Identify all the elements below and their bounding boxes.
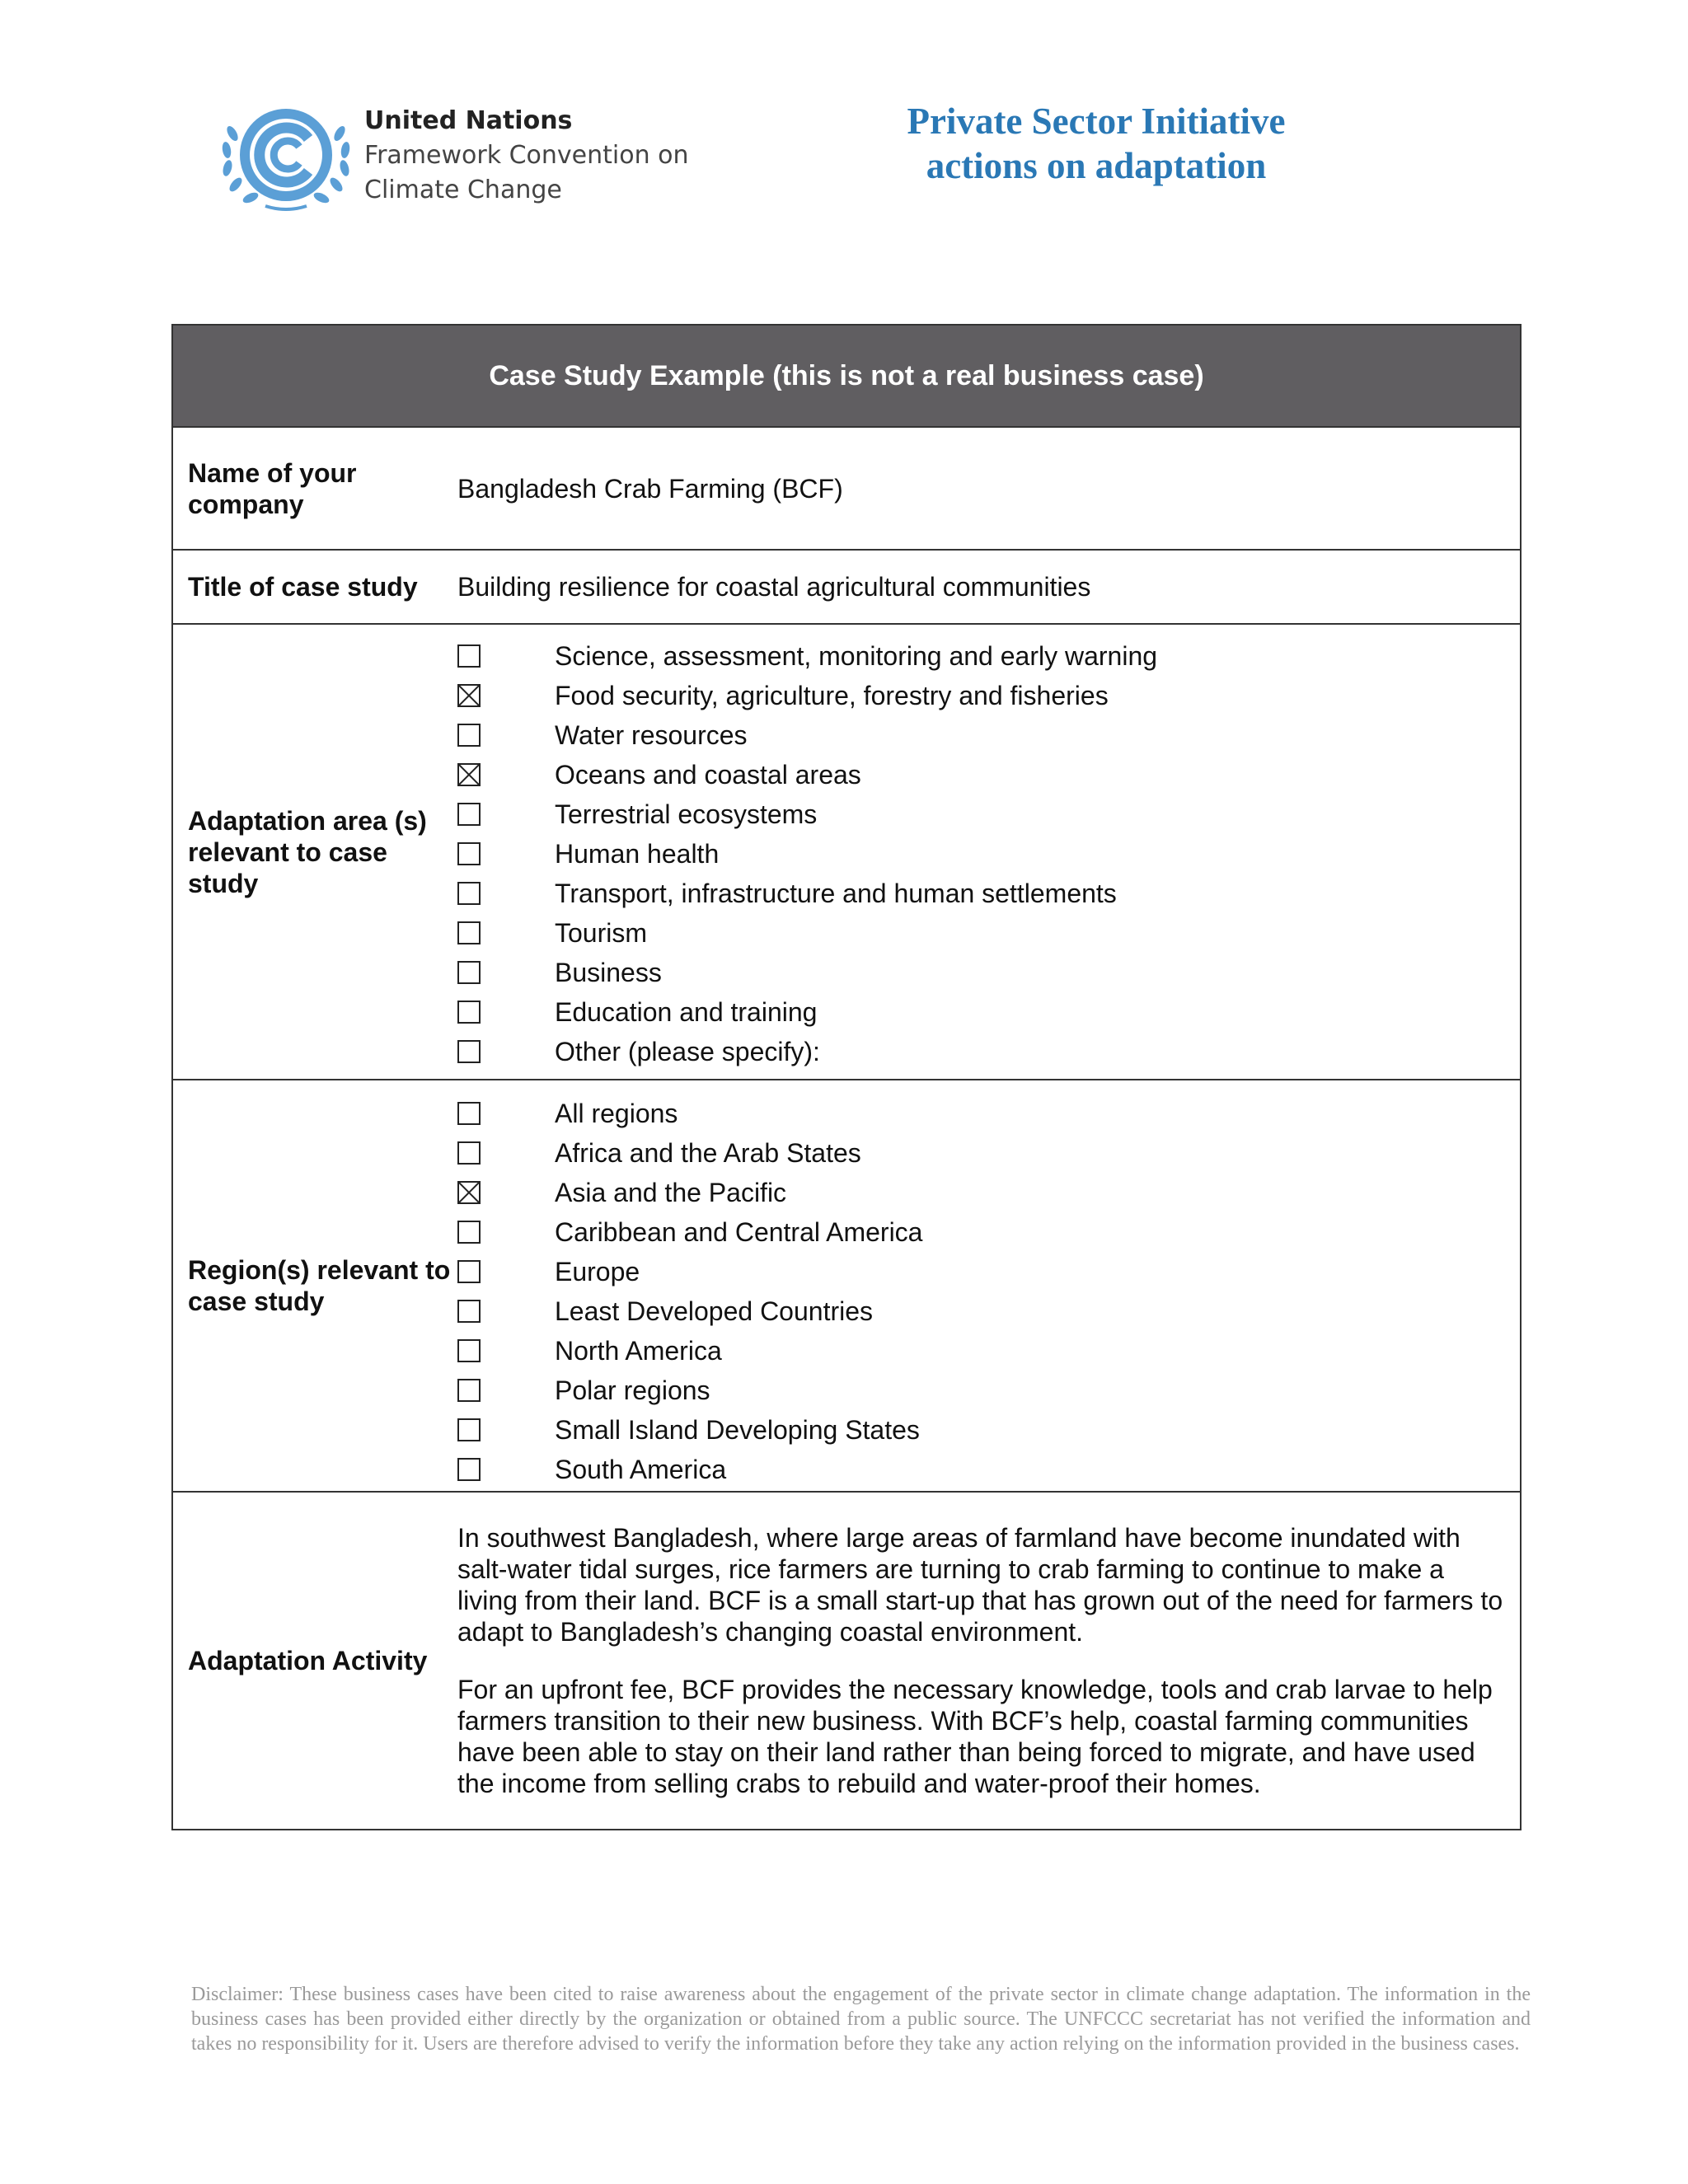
adaptation-area-checkbox[interactable] — [457, 644, 481, 668]
adaptation-area-label: Adaptation area (s) relevant to case study — [188, 805, 427, 898]
adaptation-area-row — [173, 625, 1520, 1080]
initiative-title-line1: Private Sector Initiative — [907, 101, 1286, 142]
adaptation-area-checkbox[interactable] — [457, 921, 481, 944]
region-option[interactable] — [457, 1133, 1520, 1173]
region-option[interactable] — [457, 1331, 1520, 1371]
region-checkbox[interactable] — [457, 1141, 481, 1165]
adaptation-checklist — [457, 625, 1520, 1071]
adaptation-area-option-label: Transport, infrastructure and human settlements — [555, 879, 1117, 908]
adaptation-area-option[interactable] — [457, 794, 1520, 834]
adaptation-area-option[interactable] — [457, 913, 1520, 953]
company-value: Bangladesh Crab Farming (BCF) — [457, 473, 843, 504]
activity-paragraph: In southwest Bangladesh, where large areas of farmland have become inundated with salt-water tidal surges, rice farmers are turning to crab farming to continue to make a living from their land. BCF is a small start-up that has grown out of the need for farmers to adapt to Bangladesh’s changing coastal environment. — [457, 1523, 1503, 1647]
case-study-table — [171, 324, 1522, 1830]
region-option-label: South America — [555, 1455, 727, 1484]
activity-description — [457, 1493, 1520, 1829]
adaptation-area-option[interactable] — [457, 755, 1520, 794]
region-checkbox[interactable] — [457, 1339, 481, 1362]
adaptation-area-checkbox[interactable] — [457, 803, 481, 826]
adaptation-area-checkbox[interactable] — [457, 763, 481, 786]
table-heading: Case Study Example (this is not a real business case) — [173, 326, 1520, 428]
region-option-label: Small Island Developing States — [555, 1415, 920, 1445]
region-option[interactable] — [457, 1371, 1520, 1410]
region-checkbox[interactable] — [457, 1102, 481, 1125]
region-option-label: Africa and the Arab States — [555, 1138, 861, 1168]
region-option-label: Polar regions — [555, 1376, 710, 1405]
adaptation-area-option-label: Food security, agriculture, forestry and fisheries — [555, 681, 1109, 710]
region-option-label: Europe — [555, 1257, 640, 1286]
adaptation-area-option-label: Oceans and coastal areas — [555, 760, 861, 790]
region-option[interactable] — [457, 1212, 1520, 1252]
region-checkbox[interactable] — [457, 1300, 481, 1323]
region-option[interactable] — [457, 1252, 1520, 1291]
title-label: Title of case study — [188, 572, 418, 602]
region-label: Region(s) relevant to case study — [188, 1255, 451, 1316]
adaptation-area-option-label: Tourism — [555, 918, 648, 948]
adaptation-area-option-label: Other (please specify): — [555, 1037, 820, 1066]
region-checkbox[interactable] — [457, 1418, 481, 1441]
region-checkbox[interactable] — [457, 1221, 481, 1244]
adaptation-area-option[interactable] — [457, 715, 1520, 755]
company-label: Name of your company — [188, 457, 357, 519]
initiative-title — [849, 99, 1343, 188]
adaptation-area-option-label: Human health — [555, 839, 720, 869]
region-option-label: North America — [555, 1336, 722, 1366]
adaptation-area-option-label: Education and training — [555, 997, 818, 1027]
adaptation-area-checkbox[interactable] — [457, 882, 481, 905]
adaptation-area-option-label: Science, assessment, monitoring and early warning — [555, 641, 1158, 671]
activity-label: Adaptation Activity — [188, 1646, 428, 1675]
region-options — [457, 1080, 1520, 1491]
region-option[interactable] — [457, 1173, 1520, 1212]
region-option[interactable] — [457, 1410, 1520, 1450]
adaptation-area-option[interactable] — [457, 676, 1520, 715]
region-option-label: Asia and the Pacific — [555, 1178, 787, 1207]
disclaimer: Disclaimer: These business cases have been cited to raise awareness about the engagement of the private sector in climate change adaptation. The information in the business cases has been provided either directly by the organization or obtained from a public source. The UNFCCC secretariat has not verified the information and takes no responsibility for it. Users are therefore advised to verify the information before they take any action relying on the information provided in the business cases. — [191, 1984, 1531, 2055]
un-climate-emblem-icon — [216, 101, 356, 216]
title-value: Building resilience for coastal agricultural communities — [457, 572, 1091, 602]
adaptation-area-options — [457, 625, 1520, 1079]
region-checkbox[interactable] — [457, 1181, 481, 1204]
company-row — [173, 428, 1520, 551]
region-option-label: Caribbean and Central America — [555, 1217, 923, 1247]
adaptation-area-option[interactable] — [457, 636, 1520, 676]
initiative-title-line2: actions on adaptation — [926, 145, 1267, 186]
activity-row — [173, 1493, 1520, 1829]
adaptation-area-option[interactable] — [457, 874, 1520, 913]
region-row — [173, 1080, 1520, 1493]
adaptation-area-checkbox[interactable] — [457, 724, 481, 747]
region-option[interactable] — [457, 1291, 1520, 1331]
title-row — [173, 551, 1520, 625]
region-checklist — [457, 1080, 1520, 1489]
region-option-label: Least Developed Countries — [555, 1296, 874, 1326]
region-option-label: All regions — [555, 1099, 678, 1128]
org-name-line2: Framework Convention on — [364, 141, 689, 170]
adaptation-area-checkbox[interactable] — [457, 842, 481, 865]
adaptation-area-option[interactable] — [457, 1032, 1520, 1071]
region-option[interactable] — [457, 1450, 1520, 1489]
activity-paragraph: For an upfront fee, BCF provides the necessary knowledge, tools and crab larvae to help farmers transition to their new business. With BCF’s help, coastal farming communities have been able to stay on their land rather than being forced to migrate, and have used the income from selling crabs to rebuild and water-proof their homes. — [457, 1675, 1493, 1798]
region-checkbox[interactable] — [457, 1458, 481, 1481]
organization-name — [364, 104, 689, 208]
adaptation-area-checkbox[interactable] — [457, 961, 481, 984]
adaptation-area-option-label: Business — [555, 958, 662, 987]
adaptation-area-option[interactable] — [457, 992, 1520, 1032]
region-checkbox[interactable] — [457, 1379, 481, 1402]
adaptation-area-option-label: Terrestrial ecosystems — [555, 799, 818, 829]
adaptation-area-checkbox[interactable] — [457, 1040, 481, 1063]
adaptation-area-option[interactable] — [457, 834, 1520, 874]
region-checkbox[interactable] — [457, 1260, 481, 1283]
org-name-line3: Climate Change — [364, 176, 562, 204]
adaptation-area-option[interactable] — [457, 953, 1520, 992]
org-name-line1: United Nations — [364, 106, 573, 135]
adaptation-area-checkbox[interactable] — [457, 1001, 481, 1024]
region-option[interactable] — [457, 1094, 1520, 1133]
adaptation-area-checkbox[interactable] — [457, 684, 481, 707]
adaptation-area-option-label: Water resources — [555, 720, 748, 750]
